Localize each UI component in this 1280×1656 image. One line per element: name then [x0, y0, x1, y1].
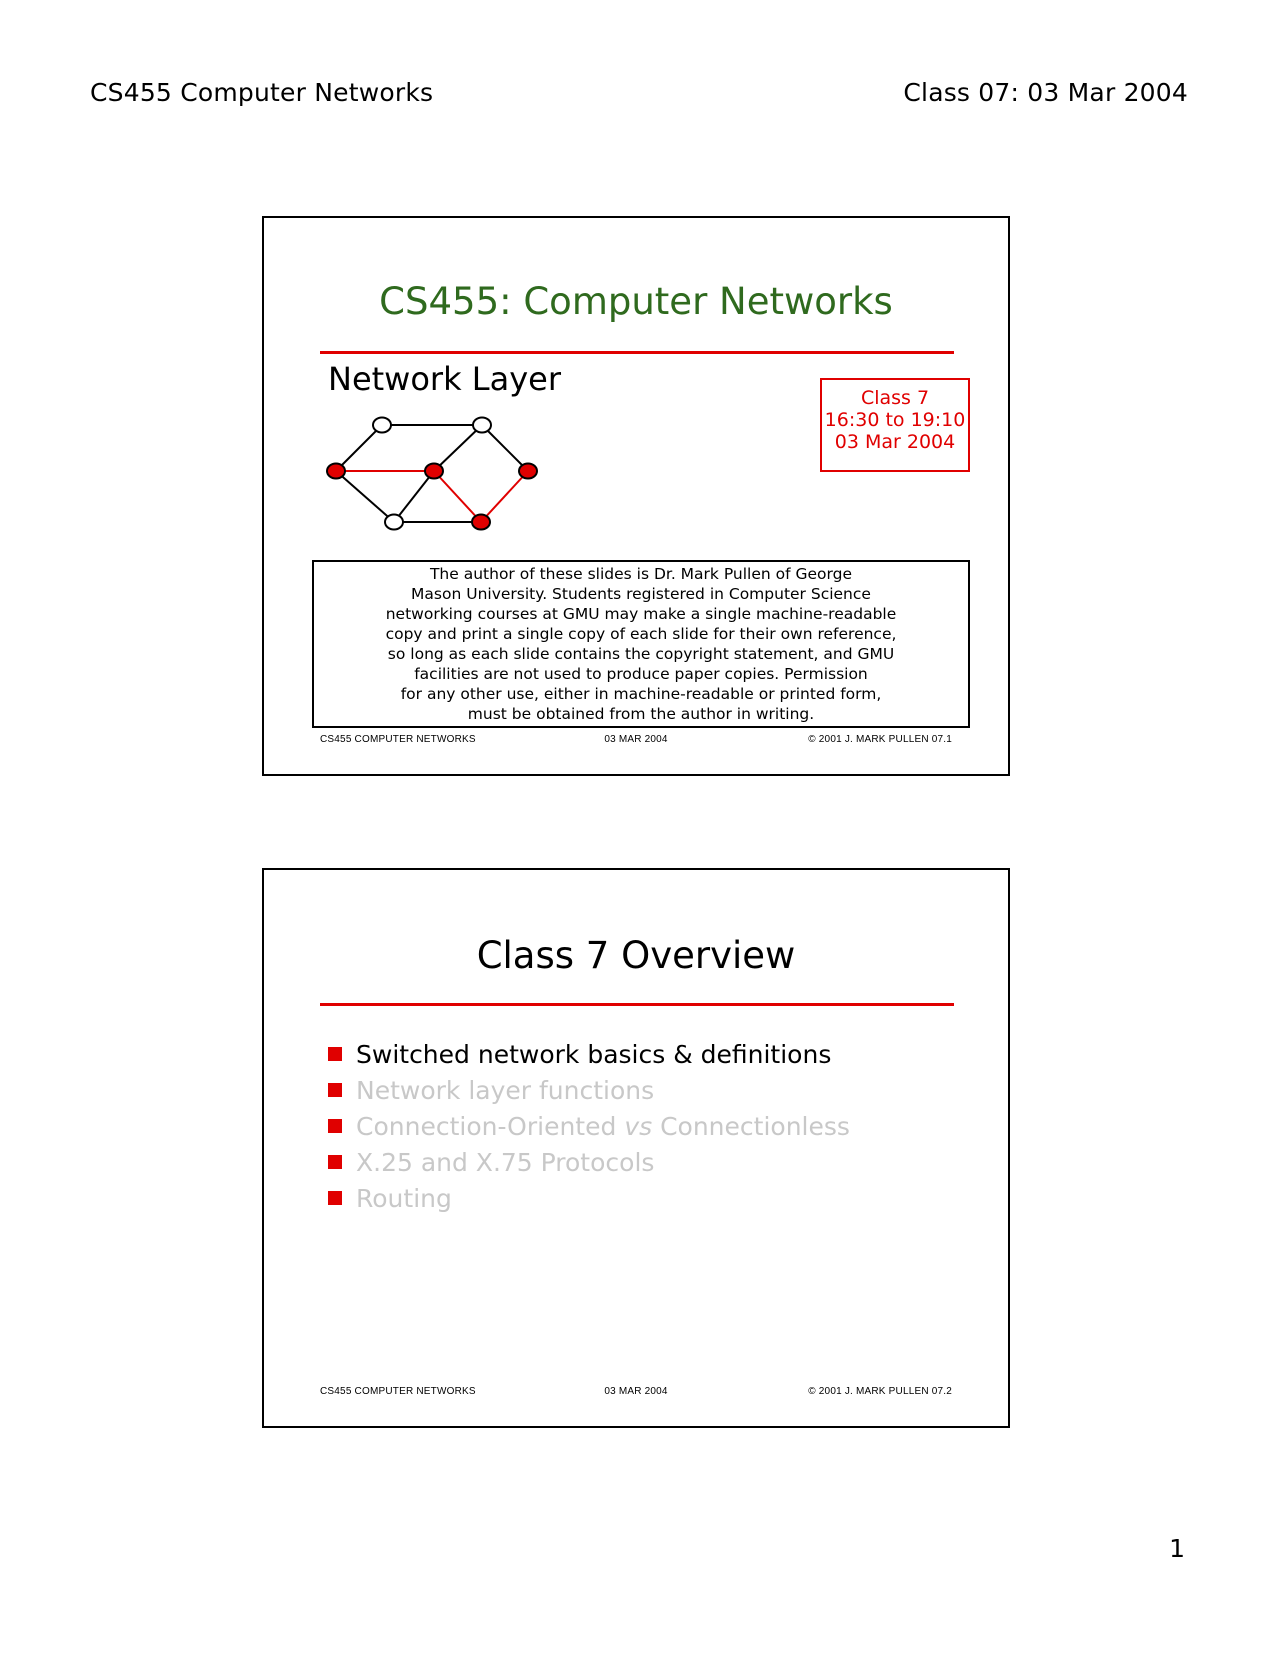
title-divider — [320, 1003, 954, 1006]
bullet-square-icon — [328, 1119, 342, 1133]
class-number: Class 7 — [860, 387, 930, 409]
graph-edge — [336, 471, 394, 522]
list-item — [328, 1036, 850, 1072]
graph-edge — [336, 425, 382, 471]
bullet-square-icon — [328, 1047, 342, 1061]
bullet-square-icon — [328, 1083, 342, 1097]
slide-footer — [320, 734, 952, 748]
graph-node — [385, 515, 403, 530]
footer-course: CS455 COMPUTER NETWORKS — [320, 734, 476, 745]
graph-node-highlighted — [519, 464, 537, 479]
footer-copyright: © 2001 J. MARK PULLEN 07.1 — [808, 734, 952, 745]
class-info-box — [820, 378, 970, 472]
copyright-notice — [312, 560, 970, 728]
network-graph-diagram — [324, 410, 554, 540]
list-item — [328, 1108, 850, 1144]
slide-2 — [262, 868, 1010, 1428]
list-item-text-vs: vs — [624, 1111, 653, 1141]
bullet-square-icon — [328, 1191, 342, 1205]
graph-edge — [434, 425, 482, 471]
graph-node — [373, 418, 391, 433]
list-item-text: Switched network basics & definitions — [356, 1039, 832, 1069]
footer-date: 03 MAR 2004 — [604, 734, 668, 745]
copyright-line: so long as each slide contains the copyright statement, and GMU — [387, 645, 895, 663]
graph-node-highlighted — [425, 464, 443, 479]
bullet-square-icon — [328, 1155, 342, 1169]
class-time: 16:30 to 19:10 — [824, 409, 966, 431]
copyright-line: must be obtained from the author in writing. — [467, 705, 815, 723]
list-item-text: Network layer functions — [356, 1075, 655, 1105]
list-item-text-part: Connection-Oriented — [356, 1111, 625, 1141]
slide-title: Class 7 Overview — [476, 934, 796, 977]
list-item-text-part: Connectionless — [652, 1111, 850, 1141]
footer-copyright: © 2001 J. MARK PULLEN 07.2 — [808, 1386, 952, 1397]
graph-node-highlighted — [327, 464, 345, 479]
list-item-text: Routing — [356, 1183, 452, 1213]
copyright-line: Mason University. Students registered in Computer Science — [411, 585, 871, 603]
graph-edge — [394, 471, 434, 522]
slide-footer — [320, 1386, 952, 1400]
footer-course: CS455 COMPUTER NETWORKS — [320, 1386, 476, 1397]
list-item — [328, 1180, 850, 1216]
footer-date: 03 MAR 2004 — [604, 1386, 668, 1397]
overview-list — [328, 1036, 850, 1216]
copyright-line: copy and print a single copy of each slide for their own reference, — [385, 625, 897, 643]
title-divider — [320, 351, 954, 354]
class-date: 03 Mar 2004 — [834, 431, 956, 453]
list-item-text: X.25 and X.75 Protocols — [356, 1147, 655, 1177]
copyright-line: facilities are not used to produce paper copies. Permission — [414, 665, 868, 683]
copyright-line: The author of these slides is Dr. Mark Pullen of George — [429, 565, 853, 583]
graph-node-highlighted — [472, 515, 490, 530]
graph-path-edge — [481, 471, 528, 522]
copyright-line: networking courses at GMU may make a single machine-readable — [385, 605, 897, 623]
slide-subtitle: Network Layer — [328, 360, 561, 398]
list-item — [328, 1144, 850, 1180]
slide-title: CS455: Computer Networks — [379, 280, 893, 323]
page-header-date: Class 07: 03 Mar 2004 — [903, 78, 1188, 107]
copyright-line: for any other use, either in machine-readable or printed form, — [400, 685, 882, 703]
graph-path-edge — [434, 471, 481, 522]
page-number: 1 — [1169, 1534, 1185, 1563]
graph-node — [473, 418, 491, 433]
page-header-course: CS455 Computer Networks — [90, 78, 434, 107]
list-item-text — [356, 1112, 850, 1141]
graph-edge — [482, 425, 528, 471]
slide-1 — [262, 216, 1010, 776]
list-item — [328, 1072, 850, 1108]
